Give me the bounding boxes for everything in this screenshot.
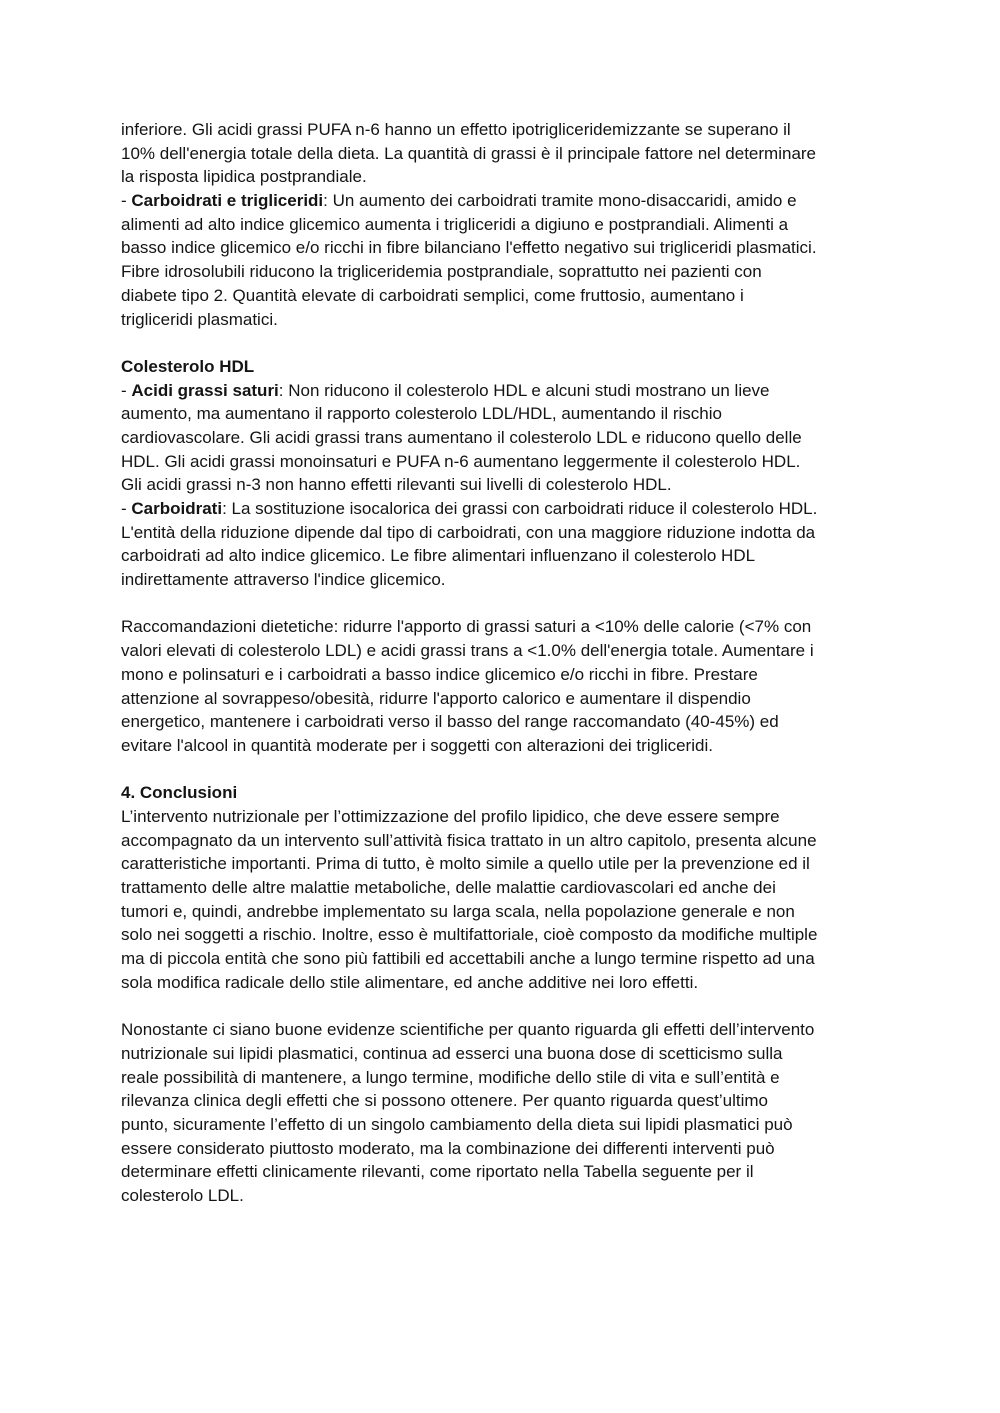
list-item-label: Carboidrati bbox=[131, 499, 223, 518]
text-line: caratteristiche importanti. Prima di tutto, è molto simile a quello utile per la prevenzione ed il bbox=[121, 854, 810, 874]
text-line: carboidrati ad alto indice glicemico. Le fibre alimentari influenzano il colesterolo HDL bbox=[121, 546, 756, 566]
paragraph-gap bbox=[121, 592, 921, 616]
list-item-text: : Un aumento dei carboidrati tramite mono-disaccaridi, amido e bbox=[323, 191, 797, 211]
text-line: la risposta lipidica postprandiale. bbox=[121, 167, 367, 187]
text-line: sola modifica radicale dello stile alimentare, ed anche additive nei loro effetti. bbox=[121, 972, 699, 992]
text-line: ma di piccola entità che sono più fattibili ed accettabili anche a lungo termine rispetto ad una bbox=[121, 949, 815, 969]
list-item-carboidrati bbox=[121, 497, 921, 592]
text-line: accompagnato da un intervento sull’attività fisica trattato in un altro capitolo, presenta alcune bbox=[121, 830, 817, 850]
list-item-label: Acidi grassi saturi bbox=[131, 380, 279, 400]
text-line: nutrizionale sui lipidi plasmatici, continua ad esserci una buona dose di scetticismo sulla bbox=[121, 1043, 783, 1063]
section-heading-conclusioni: 4. Conclusioni bbox=[121, 783, 238, 803]
paragraph-gap bbox=[121, 758, 921, 782]
paragraph-raccomandazioni bbox=[121, 615, 921, 757]
text-line: basso indice glicemico e/o ricchi in fibre bilanciano l'effetto negativo sui trigliceridi plasmatici. bbox=[121, 238, 817, 258]
text-line: determinare effetti clinicamente rilevanti, come riportato nella Tabella seguente per il bbox=[121, 1162, 754, 1182]
list-item-acidi-grassi-saturi bbox=[121, 379, 921, 497]
text-line: 10% dell'energia totale della dieta. La quantità di grassi è il principale fattore nel determinare bbox=[121, 143, 817, 163]
text-line: evitare l'alcool in quantità moderate per i soggetti con alterazioni dei trigliceridi. bbox=[121, 735, 713, 755]
text-line: alimenti ad alto indice glicemico aumenta i trigliceridi a digiuno e postprandiali. Alimenti a bbox=[121, 214, 789, 234]
text-line: HDL. Gli acidi grassi monoinsaturi e PUFA n-6 aumentano leggermente il colesterolo HDL. bbox=[121, 451, 801, 471]
text-line: trattamento delle altre malattie metaboliche, delle malattie cardiovascolari ed anche dei bbox=[121, 878, 776, 897]
list-item-first-line bbox=[121, 379, 921, 403]
paragraph-intro bbox=[121, 118, 921, 189]
list-dash: - bbox=[121, 380, 132, 400]
list-item-carboidrati-trigliceridi bbox=[121, 189, 921, 331]
list-item-label: Carboidrati e trigliceridi bbox=[131, 191, 324, 211]
text-line: inferiore. Gli acidi grassi PUFA n-6 hanno un effetto ipotrigliceridemizzante se superano il bbox=[121, 120, 791, 139]
list-dash: - bbox=[121, 499, 132, 518]
list-item-first-line bbox=[121, 189, 921, 213]
text-line: reale possibilità di mantenere, a lungo termine, modifiche dello stile di vita e sull’entità e bbox=[121, 1067, 780, 1087]
paragraph-gap bbox=[121, 994, 921, 1018]
text-line: tumori e, quindi, andrebbe implementato su larga scala, nella popolazione generale e non bbox=[121, 901, 795, 921]
text-line: diabete tipo 2. Quantità elevate di carboidrati semplici, come fruttosio, aumentano i bbox=[121, 285, 744, 305]
text-line: Raccomandazioni dietetiche: ridurre l'apporto di grassi saturi a <10% delle calorie (<7% con bbox=[121, 617, 812, 637]
page-body bbox=[121, 118, 921, 1208]
text-line: L'entità della riduzione dipende dal tipo di carboidrati, con una maggiore riduzione indotta da bbox=[121, 522, 816, 542]
text-line: mono e polinsaturi e i carboidrati a basso indice glicemico e/o ricchi in fibre. Prestare bbox=[121, 664, 758, 684]
list-item-text: : La sostituzione isocalorica dei grassi con carboidrati riduce il colesterolo HDL. bbox=[222, 499, 818, 518]
text-line: solo nei soggetti a rischio. Inoltre, esso è multifattoriale, cioè composto da modifiche multiple bbox=[121, 925, 818, 945]
text-line: energetico, mantenere i carboidrati verso il basso del range raccomandato (40-45%) ed bbox=[121, 712, 779, 732]
section-heading-hdl: Colesterolo HDL bbox=[121, 356, 255, 376]
text-line: indirettamente attraverso l'indice glicemico. bbox=[121, 570, 446, 590]
text-line: Nonostante ci siano buone evidenze scientifiche per quanto riguarda gli effetti dell’intervento bbox=[121, 1020, 815, 1040]
text-line: colesterolo LDL. bbox=[121, 1185, 244, 1205]
text-line: rilevanza clinica degli effetti che si possono ottenere. Per quanto riguarda quest’ultimo bbox=[121, 1091, 769, 1111]
list-item-text: : Non riducono il colesterolo HDL e alcuni studi mostrano un lieve bbox=[278, 380, 770, 400]
text-line: Fibre idrosolubili riducono la trigliceridemia postprandiale, soprattutto nei pazienti con bbox=[121, 262, 762, 282]
text-line: attenzione al sovrappeso/obesità, ridurre l'apporto calorico e aumentare il dispendio bbox=[121, 688, 751, 708]
paragraph-gap bbox=[121, 331, 921, 355]
text-line: essere considerato piuttosto moderato, ma la combinazione dei differenti interventi può bbox=[121, 1138, 775, 1158]
text-line: valori elevati di colesterolo LDL) e acidi grassi trans a <1.0% dell'energia totale. Aumentare i bbox=[121, 641, 814, 661]
text-line: L’intervento nutrizionale per l’ottimizzazione del profilo lipidico, che deve essere sempre bbox=[121, 806, 780, 826]
text-line: cardiovascolare. Gli acidi grassi trans aumentano il colesterolo LDL e riducono quello delle bbox=[121, 427, 802, 447]
paragraph-conclusioni-2 bbox=[121, 1018, 921, 1208]
list-dash: - bbox=[121, 191, 132, 211]
text-line: Gli acidi grassi n-3 non hanno effetti rilevanti sui livelli di colesterolo HDL. bbox=[121, 475, 672, 495]
text-line: trigliceridi plasmatici. bbox=[121, 309, 278, 329]
text-line: aumento, ma aumentano il rapporto colesterolo LDL/HDL, aumentando il rischio bbox=[121, 404, 722, 424]
paragraph-conclusioni-1 bbox=[121, 805, 921, 995]
list-item-first-line bbox=[121, 497, 921, 521]
text-line: punto, sicuramente l’effetto di un singolo cambiamento della dieta sui lipidi plasmatici può bbox=[121, 1114, 793, 1134]
